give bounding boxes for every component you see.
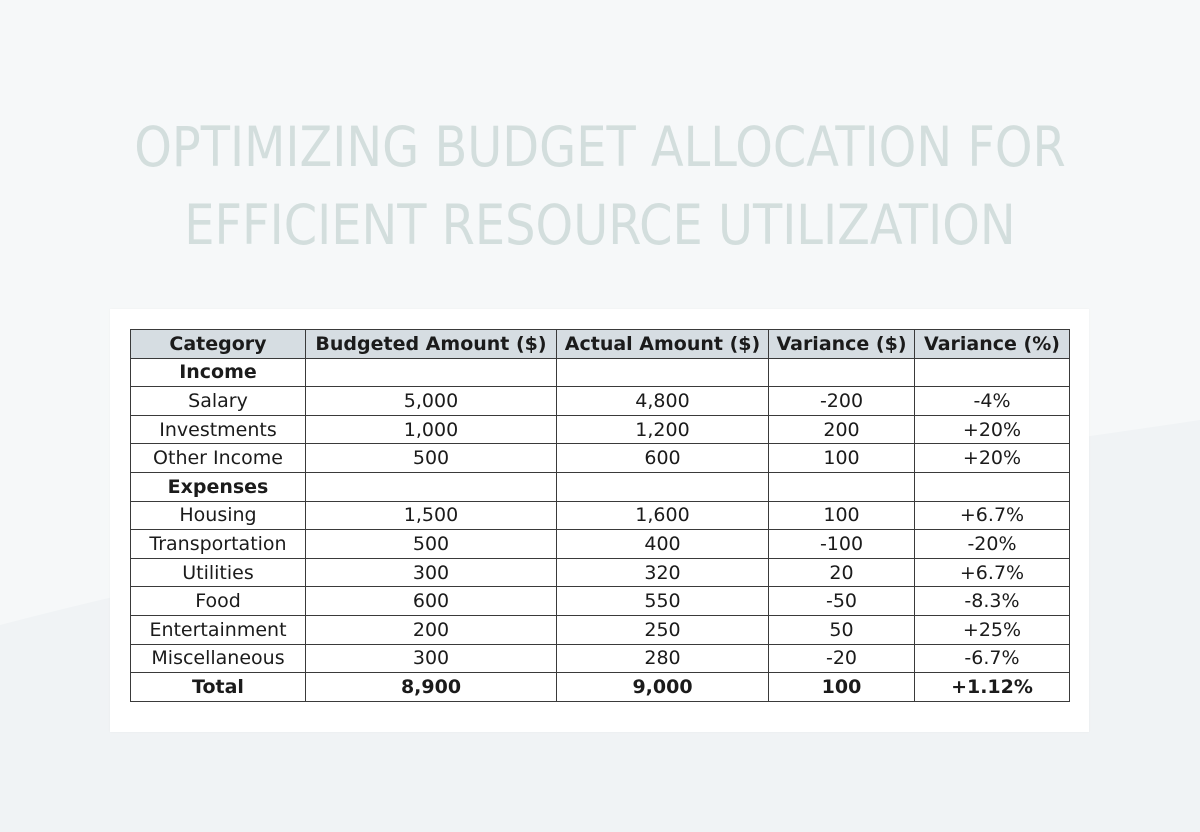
table-row [131, 501, 1070, 530]
cell-budgeted: 500 [306, 444, 557, 473]
header-actual-amount: Actual Amount ($) [557, 330, 769, 359]
cell-actual: 1,200 [557, 415, 769, 444]
cell-budgeted [306, 358, 557, 387]
cell-actual: 320 [557, 558, 769, 587]
cell-budgeted: 600 [306, 587, 557, 616]
cell-variance-percent: +25% [915, 615, 1070, 644]
cell-variance: 50 [769, 615, 915, 644]
section-row-expenses [131, 472, 1070, 501]
budget-table [130, 329, 1070, 702]
cell-variance-percent: +6.7% [915, 501, 1070, 530]
table-row [131, 644, 1070, 673]
cell-budgeted: 1,500 [306, 501, 557, 530]
cell-variance: -50 [769, 587, 915, 616]
cell-category: Expenses [131, 472, 306, 501]
header-variance-percent: Variance (%) [915, 330, 1070, 359]
cell-category: Entertainment [131, 615, 306, 644]
table-row [131, 615, 1070, 644]
cell-category: Food [131, 587, 306, 616]
table-row [131, 587, 1070, 616]
table-header-row [131, 330, 1070, 359]
cell-variance-percent: +20% [915, 444, 1070, 473]
cell-budgeted: 8,900 [306, 673, 557, 702]
cell-category: Transportation [131, 530, 306, 559]
section-row-income [131, 358, 1070, 387]
header-category: Category [131, 330, 306, 359]
cell-category: Utilities [131, 558, 306, 587]
cell-actual [557, 472, 769, 501]
cell-category: Salary [131, 387, 306, 416]
cell-variance-percent [915, 358, 1070, 387]
cell-variance: -200 [769, 387, 915, 416]
cell-actual: 400 [557, 530, 769, 559]
table-row [131, 444, 1070, 473]
cell-budgeted: 500 [306, 530, 557, 559]
header-variance-dollar: Variance ($) [769, 330, 915, 359]
cell-variance-percent: +1.12% [915, 673, 1070, 702]
cell-actual: 550 [557, 587, 769, 616]
cell-actual: 250 [557, 615, 769, 644]
cell-category: Total [131, 673, 306, 702]
cell-variance-percent: -8.3% [915, 587, 1070, 616]
total-row [131, 673, 1070, 702]
cell-variance: 100 [769, 501, 915, 530]
cell-budgeted: 1,000 [306, 415, 557, 444]
table-card [110, 309, 1089, 732]
cell-budgeted: 300 [306, 644, 557, 673]
table-row [131, 415, 1070, 444]
cell-actual: 4,800 [557, 387, 769, 416]
cell-variance: 100 [769, 444, 915, 473]
table-row [131, 558, 1070, 587]
cell-actual: 280 [557, 644, 769, 673]
cell-budgeted: 300 [306, 558, 557, 587]
cell-variance-percent: -20% [915, 530, 1070, 559]
title-line-2: EFFICIENT RESOURCE UTILIZATION [184, 193, 1016, 257]
cell-budgeted: 5,000 [306, 387, 557, 416]
cell-budgeted [306, 472, 557, 501]
cell-actual: 1,600 [557, 501, 769, 530]
cell-actual: 9,000 [557, 673, 769, 702]
cell-actual: 600 [557, 444, 769, 473]
cell-variance-percent: -4% [915, 387, 1070, 416]
cell-variance: -20 [769, 644, 915, 673]
cell-variance: 20 [769, 558, 915, 587]
title-line-1: OPTIMIZING BUDGET ALLOCATION FOR [134, 115, 1066, 179]
cell-variance: 100 [769, 673, 915, 702]
cell-variance [769, 358, 915, 387]
cell-variance-percent: +6.7% [915, 558, 1070, 587]
page-title [78, 108, 1122, 264]
cell-variance-percent [915, 472, 1070, 501]
table-row [131, 387, 1070, 416]
cell-variance: -100 [769, 530, 915, 559]
cell-variance-percent: +20% [915, 415, 1070, 444]
cell-category: Investments [131, 415, 306, 444]
cell-category: Other Income [131, 444, 306, 473]
cell-category: Housing [131, 501, 306, 530]
cell-variance: 200 [769, 415, 915, 444]
cell-actual [557, 358, 769, 387]
cell-category: Miscellaneous [131, 644, 306, 673]
header-budgeted-amount: Budgeted Amount ($) [306, 330, 557, 359]
cell-variance [769, 472, 915, 501]
cell-variance-percent: -6.7% [915, 644, 1070, 673]
cell-category: Income [131, 358, 306, 387]
cell-budgeted: 200 [306, 615, 557, 644]
table-row [131, 530, 1070, 559]
